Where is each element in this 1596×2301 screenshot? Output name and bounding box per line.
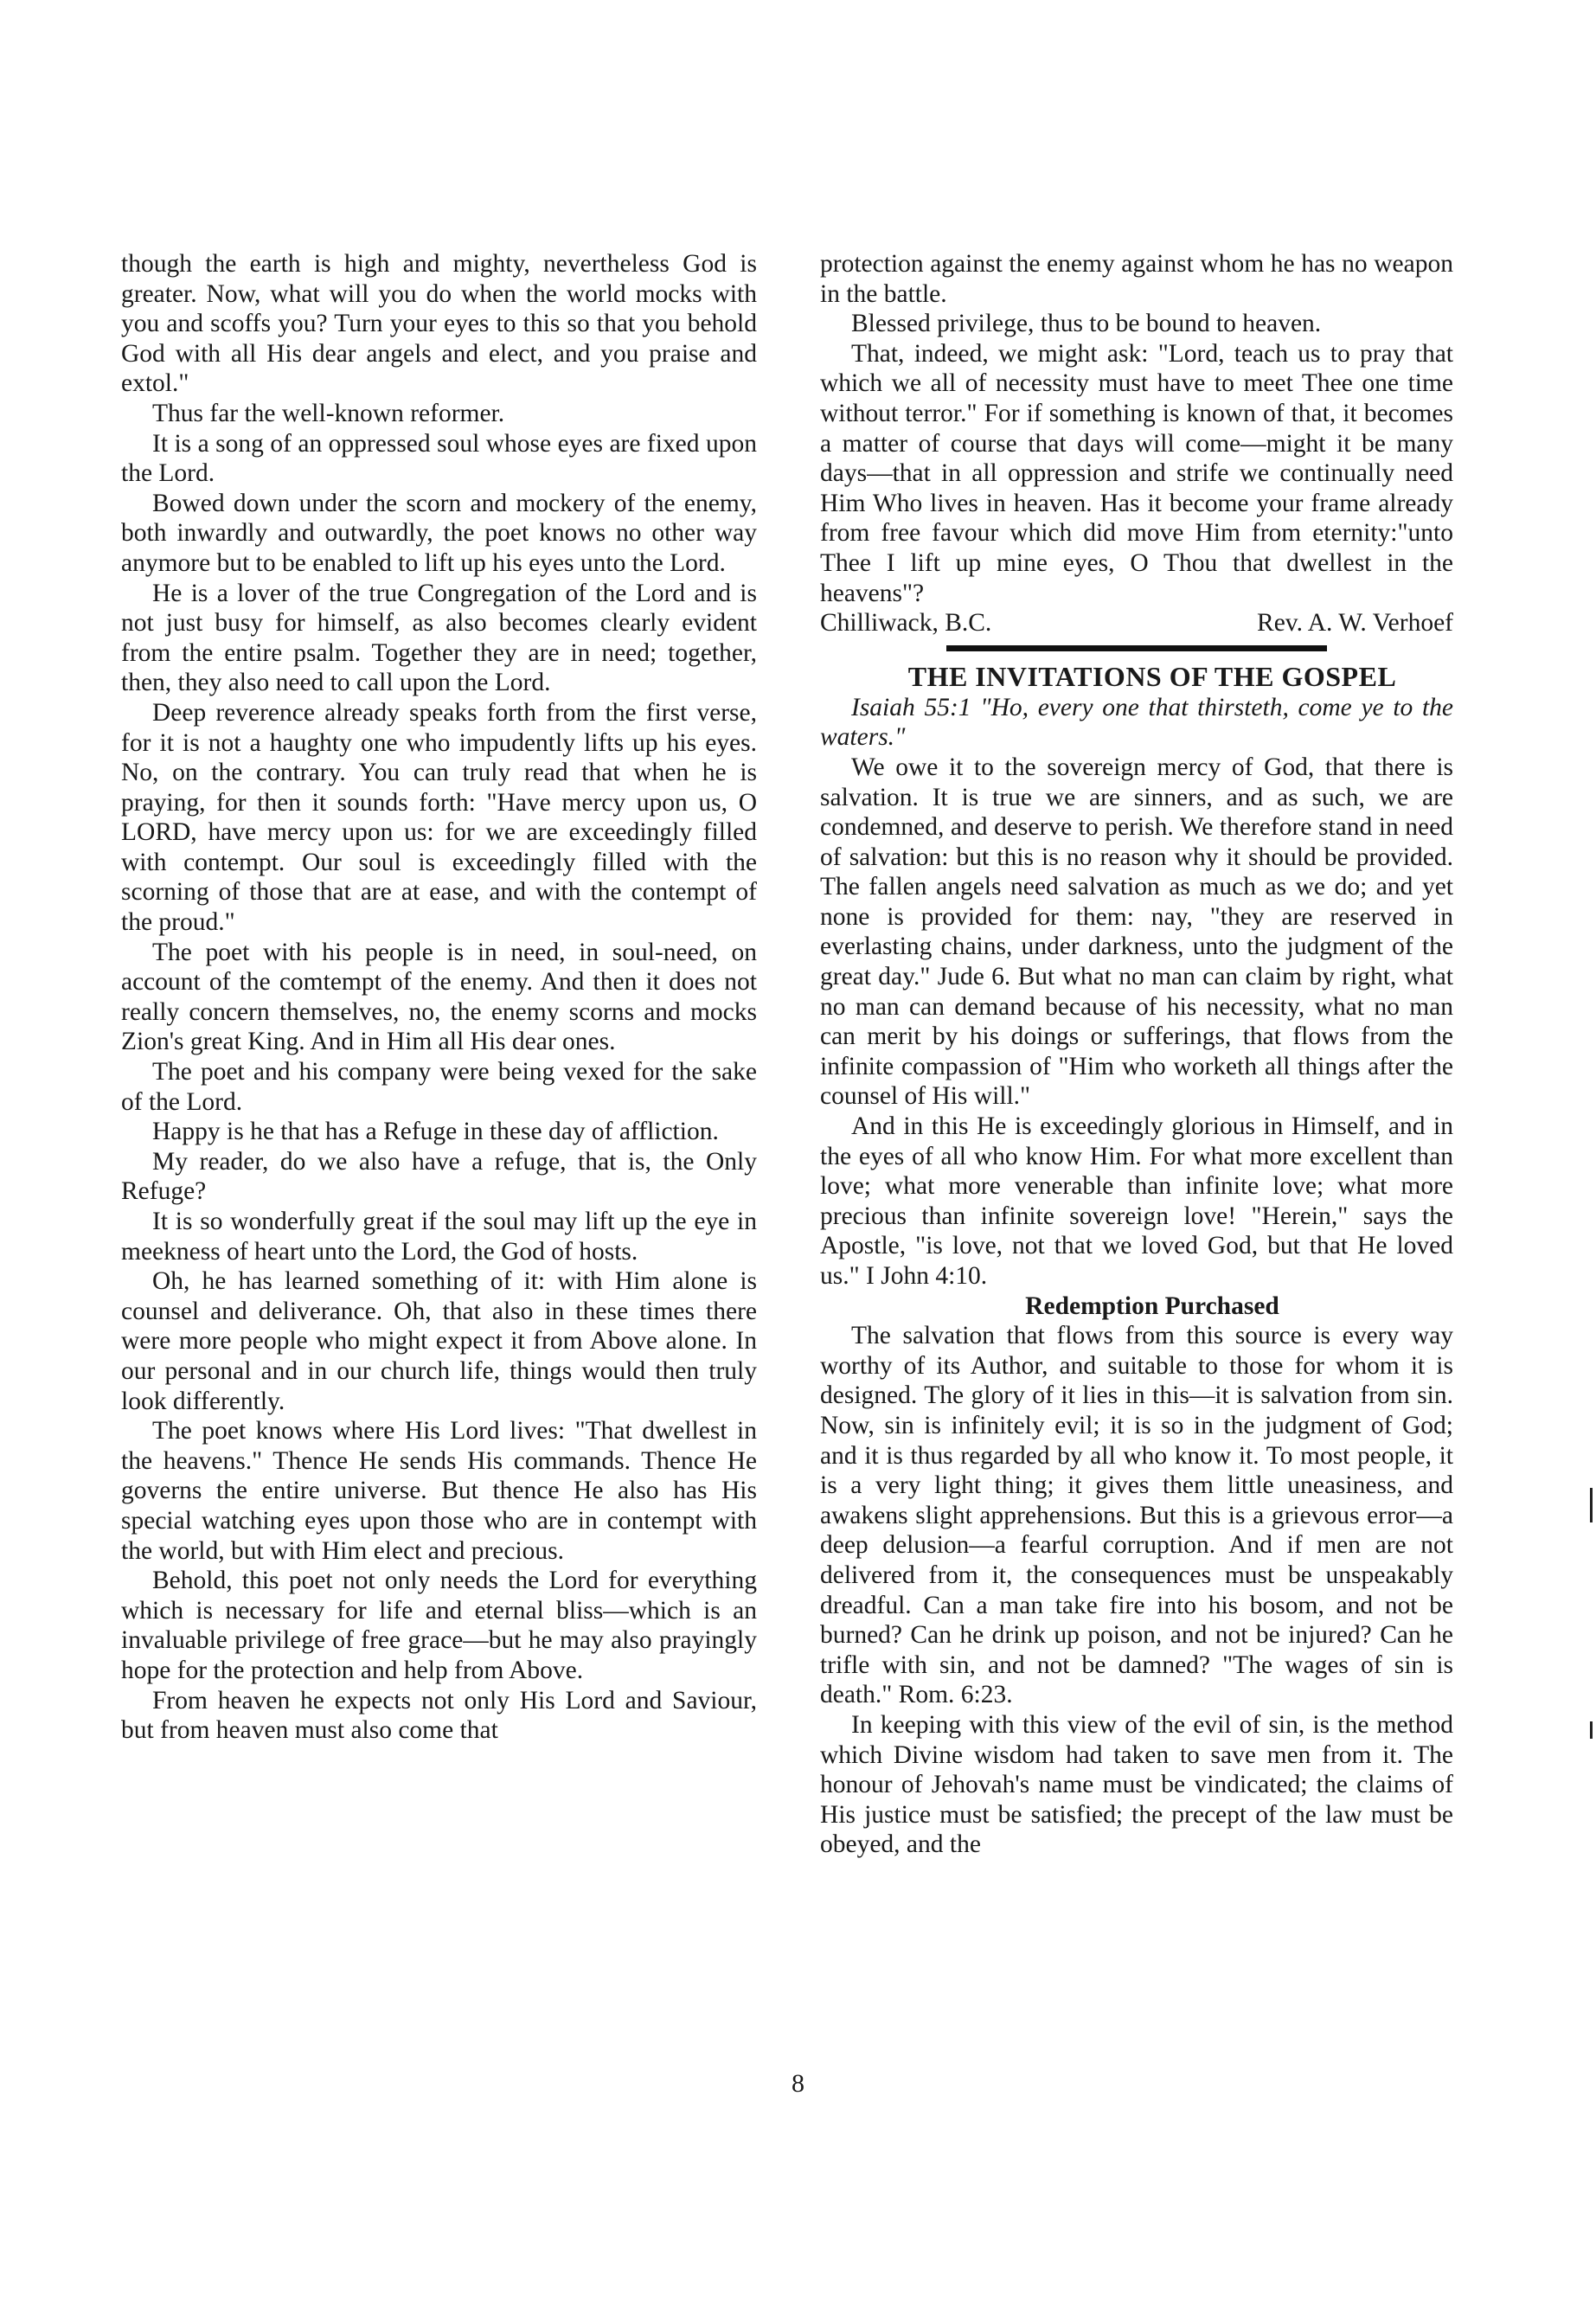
subheading: Redemption Purchased [1025,1292,1279,1320]
left-paragraph-10: My reader, do we also have a refuge, that is, the Only Refuge? [121,1147,757,1206]
signature-line [820,608,1453,638]
epigraph-reference: Isaiah 55:1 [851,693,971,721]
article-paragraph-2: And in this He is exceedingly glorious in Himself, and in the eyes of all who know Him. For what more excellent than love; what more venerable than infinite love; what more precious than infinite sovereign love! "Herein," says the Apostle, "is love, not that we loved God, but that He loved us." I John 4:10. [820,1112,1453,1290]
left-paragraph-7: The poet with his people is in need, in soul-need, on account of the comtempt of the enemy. And then it does not really concern themselves, no, the enemy scorns and mocks Zion's great King. And in Him all His dear ones. [121,938,757,1056]
scan-top-margin [0,0,1596,119]
right-paragraph-2: Blessed privilege, thus to be bound to heaven. [851,310,1322,338]
left-paragraph-9: Happy is he that has a Refuge in these day of affliction. [152,1118,719,1146]
left-paragraph-1: though the earth is high and mighty, nevertheless God is greater. Now, what will you do when the world mocks with you and scoffs you? Turn your eyes to this so that you behold God with all His dear angels and elect, and you praise and extol." [121,250,757,398]
left-paragraph-2: Thus far the well-known reformer. [152,399,505,427]
article-paragraph-3: The salvation that flows from this source is every way worthy of its Author, and suitable to those for whom it is designed. The glory of it lies in this—it is salvation from sin. Now, sin is infinitely evil; it is so in the judgment of God; and it is thus regarded by all who know it. To most people, it is a very light thing; it gives them little uneasiness, and awakens slight apprehensions. But this is a grievous error—a deep delusion—a fearful corruption. And if men are not delivered from it, the consequences must be unspeakably dreadful. Can a man take fire into his bosom, and not be burned? Can he drink up poison, and not be injured? Can he trifle with sin, and not be damned? "The wages of sin is death." Rom. 6:23. [820,1322,1453,1709]
page-number: 8 [792,2069,804,2098]
article-paragraph-1: We owe it to the sovereign mercy of God, that there is salvation. It is true we are sinners, and as such, we are condemned, and deserve to perish. We therefore stand in need of salvation: but this is no reason why it should be provided. The fallen angels need salvation as much as we do; and yet none is provided for them: nay, "they are reserved in everlasting chains, under darkness, unto the judgment of the great day." Jude 6. But what no man can claim by right, what no man can demand because of his necessity, what no man can merit by his doings or sufferings, that flows from the infinite compassion of "Him who worketh all things after the counsel of His will." [820,753,1453,1111]
signature-author: Rev. A. W. Verhoef [1257,609,1453,638]
left-column [121,249,757,1746]
left-paragraph-8: The poet and his company were being vexed for the sake of the Lord. [121,1058,757,1116]
scan-edge-mark [1590,1721,1593,1739]
section-divider [946,645,1327,651]
scan-edge-mark [1590,1488,1593,1522]
left-paragraph-11: It is so wonderfully great if the soul may lift up the eye in meekness of heart unto the Lord, the God of hosts. [121,1208,757,1266]
article-title: THE INVITATIONS OF THE GOSPEL [907,660,1397,692]
left-paragraph-15: From heaven he expects not only His Lord and Saviour, but from heaven must also come that [121,1686,757,1745]
right-paragraph-3: That, indeed, we might ask: "Lord, teach us to pray that which we all of necessity must have to meet Thee one time without terror." For if something is known of that, it becomes a matter of course that days will come—might it be many days—that in all oppression and strife we continually need Him Who lives in heaven. Has it become your frame already from free favour which did move Him from eternity:"unto Thee I lift up mine eyes, O Thou that dwellest in the heavens"? [820,339,1453,607]
left-paragraph-3: It is a song of an oppressed soul whose eyes are fixed upon the Lord. [121,429,757,488]
left-paragraph-12: Oh, he has learned something of it: with Him alone is counsel and deliverance. Oh, that also in these times there were more people who might expect it from Above alone. In our personal and in our church life, things would then truly look differently. [121,1267,757,1415]
left-paragraph-6: Deep reverence already speaks forth from the first verse, for it is not a haughty one who impudently lifts up his eyes. No, on the contrary. You can truly read that when he is praying, for then it sounds forth: "Have mercy upon us, O LORD, have mercy upon us: for we are exceedingly filled with contempt. Our soul is exceedingly filled with the scorning of those that are at ease, and with the contempt of the proud." [121,698,757,937]
article-epigraph [820,693,1453,753]
left-paragraph-13: The poet knows where His Lord lives: "That dwellest in the heavens." Thence He sends His commands. Thence He governs the entire universe. But thence He also has His special watching eyes upon those who are in contempt with the world, but with Him elect and precious. [121,1417,757,1565]
left-paragraph-4: Bowed down under the scorn and mockery of the enemy, both inwardly and outwardly, the poet knows no other way anymore but to be enabled to lift up his eyes unto the Lord. [121,489,757,577]
right-column [820,249,1453,1860]
epigraph-text: "Ho, every one that thirsteth, come ye to the waters." [820,693,1453,752]
left-paragraph-14: Behold, this poet not only needs the Lord for everything which is necessary for life and eternal bliss—which is an invaluable privilege of free grace—but he may also prayingly hope for the protection and help from Above. [121,1567,757,1684]
right-paragraph-1: protection against the enemy against whom he has no weapon in the battle. [820,250,1453,308]
left-paragraph-5: He is a lover of the true Congregation of the Lord and is not just busy for himself, as also becomes clearly evident from the entire psalm. Together they are in need; together, then, they also need to call upon the Lord. [121,579,757,697]
signature-place: Chilliwack, B.C. [820,609,992,638]
article-paragraph-4: In keeping with this view of the evil of sin, is the method which Divine wisdom had taken to save men from it. The honour of Jehovah's name must be vindicated; the claims of His justice must be satisfied; the precept of the law must be obeyed, and the [820,1710,1453,1859]
